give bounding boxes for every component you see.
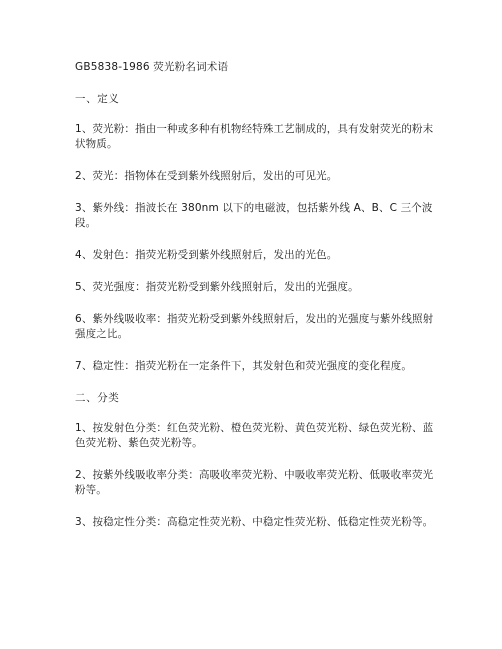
definition-item: 3、紫外线：指波长在 380nm 以下的电磁波，包括紫外线 A、B、C 三个波段。 (75, 202, 433, 229)
definition-item: 1、荧光粉：指由一种或多种有机物经特殊工艺制成的，具有发射荧光的粉末状物质。 (75, 123, 434, 150)
definition-item: 6、紫外线吸收率：指荧光粉受到紫外线照射后，发出的光强度与紫外线照射强度之比。 (75, 313, 434, 340)
document-title: GB5838-1986 荧光粉名词术语 (75, 61, 229, 73)
definition-item: 4、发射色：指荧光粉受到紫外线照射后，发出的光色。 (75, 249, 338, 261)
classification-item: 1、按发射色分类：红色荧光粉、橙色荧光粉、黄色荧光粉、绿色荧光粉、蓝色荧光粉、紫色荧光粉等。 (75, 422, 434, 449)
classification-item: 3、按稳定性分类：高稳定性荧光粉、中稳定性荧光粉、低稳定性荧光粉等。 (75, 516, 434, 528)
section-heading-classification: 二、分类 (75, 392, 120, 404)
definition-item: 2、荧光：指物体在受到紫外线照射后，发出的可见光。 (75, 170, 338, 182)
classification-item: 2、按紫外线吸收率分类：高吸收率荧光粉、中吸收率荧光粉、低吸收率荧光粉等。 (75, 469, 434, 496)
section-heading-definitions: 一、定义 (75, 93, 120, 105)
definition-item: 7、稳定性：指荧光粉在一定条件下，其发射色和荧光强度的变化程度。 (75, 360, 412, 372)
definition-item: 5、荧光强度：指荧光粉受到紫外线照射后，发出的光强度。 (75, 281, 359, 293)
